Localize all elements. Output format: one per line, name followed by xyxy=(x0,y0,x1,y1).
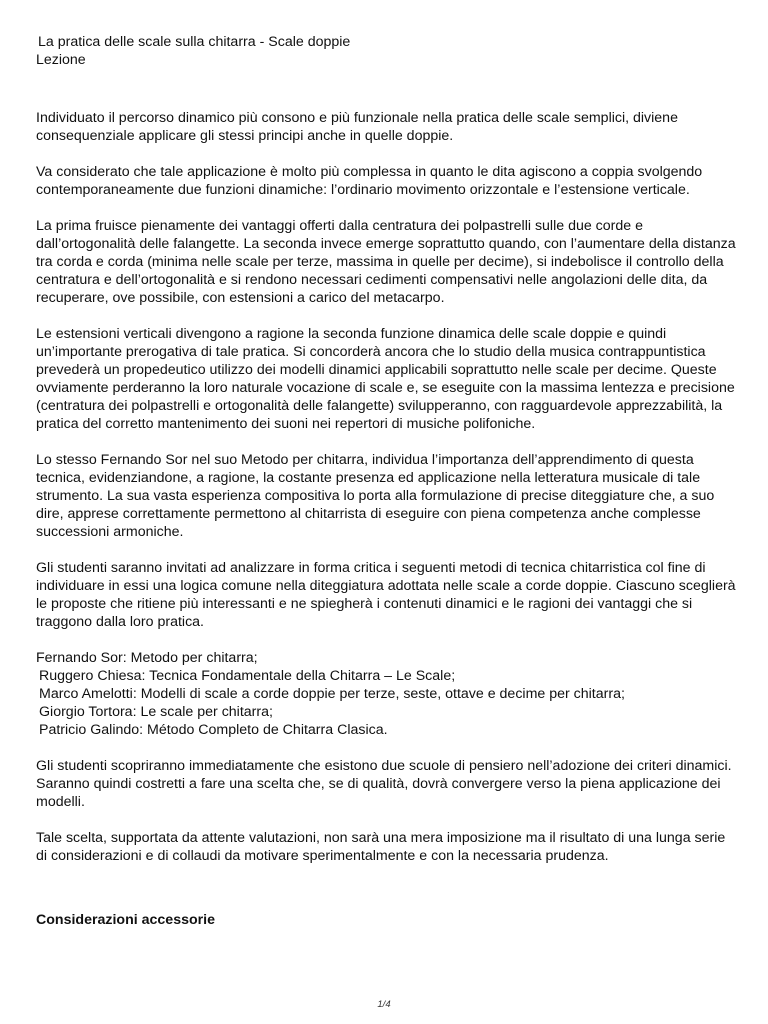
reference-item: Ruggero Chiesa: Tecnica Fondamentale della Chitarra – Le Scale; xyxy=(39,668,456,684)
paragraph: Lo stesso Fernando Sor nel suo Metodo per chitarra, individua l’importanza dell’apprendimento di questa tecnica, evidenziandone, a ragione, la costante presenza ed applicazione nella letteratura musicale di tale strumento. La sua vasta esperienza compositiva lo porta alla formulazione di precise diteggiature che, a suo dire, apprese correttamente permettono al chitarrista di eseguire con piena competenza anche complesse successioni armoniche. xyxy=(36,452,715,540)
reference-list xyxy=(36,649,736,739)
section-heading: Considerazioni accessorie xyxy=(36,912,215,928)
reference-item: Fernando Sor: Metodo per chitarra; xyxy=(36,650,258,666)
page-number: 1/4 xyxy=(377,999,391,1010)
document-body xyxy=(36,33,736,865)
document-subtitle: Lezione xyxy=(36,52,86,68)
reference-item: Marco Amelotti: Modelli di scale a corde doppie per terze, seste, ottave e decime per chitarra; xyxy=(39,686,625,702)
paragraph: Individuato il percorso dinamico più consono e più funzionale nella pratica delle scale semplici, diviene consequenziale applicare gli stessi principi anche in quelle doppie. xyxy=(36,110,678,144)
document-header xyxy=(36,33,736,69)
paragraph: Gli studenti scopriranno immediatamente che esistono due scuole di pensiero nell’adozione dei criteri dinamici. Saranno quindi costretti a fare una scelta che, se di qualità, dovrà convergere verso la piena applicazione dei modelli. xyxy=(36,758,732,810)
document-title: La pratica delle scale sulla chitarra - Scale doppie xyxy=(38,34,351,50)
paragraph: La prima fruisce pienamente dei vantaggi offerti dalla centratura dei polpastrelli sulle due corde e dall’ortogonalità delle falangette. La seconda invece emerge soprattutto quando, con l’aumentare della distanza tra corda e corda (minima nelle scale per terze, massima in quelle per decime), si indebolisce il controllo della centratura e dell’ortogonalità e si rendono necessari cedimenti compensativi nelle angolazioni delle dita, da recuperare, ove possibile, con estensioni a carico del metacarpo. xyxy=(36,218,736,306)
reference-item: Patricio Galindo: Método Completo de Chitarra Clasica. xyxy=(39,722,388,738)
reference-item: Giorgio Tortora: Le scale per chitarra; xyxy=(39,704,273,720)
paragraph: Gli studenti saranno invitati ad analizzare in forma critica i seguenti metodi di tecnica chitarristica col fine di individuare in essi una logica comune nella diteggiatura adottata nelle scale a corde doppie. Ciascuno sceglierà le proposte che ritiene più interessanti e ne spiegherà i contenuti dinamici e le ragioni dei vantaggi che si traggono dalla loro pratica. xyxy=(36,560,736,630)
paragraph: Le estensioni verticali divengono a ragione la seconda funzione dinamica delle scale doppie e quindi un’importante prerogativa di tale pratica. Si concorderà ancora che lo studio della musica contrappuntistica prevederà un propedeutico utilizzo dei modelli dinamici applicabili soprattutto nelle scale per decime. Queste ovviamente perderanno la loro naturale vocazione di scale e, se eseguite con la massima lentezza e precisione (centratura dei polpastrelli e ortogonalità delle falangette) svilupperanno, con ragguardevole apprezzabilità, la pratica del corretto mantenimento dei suoni nei repertori di musiche polifoniche. xyxy=(36,326,735,432)
paragraph: Va considerato che tale applicazione è molto più complessa in quanto le dita agiscono a coppia svolgendo contemporaneamente due funzioni dinamiche: l’ordinario movimento orizzontale e l’estensione verticale. xyxy=(36,164,703,198)
paragraph: Tale scelta, supportata da attente valutazioni, non sarà una mera imposizione ma il risultato di una lunga serie di considerazioni e di collaudi da motivare sperimentalmente e con la necessaria prudenza. xyxy=(36,830,726,864)
